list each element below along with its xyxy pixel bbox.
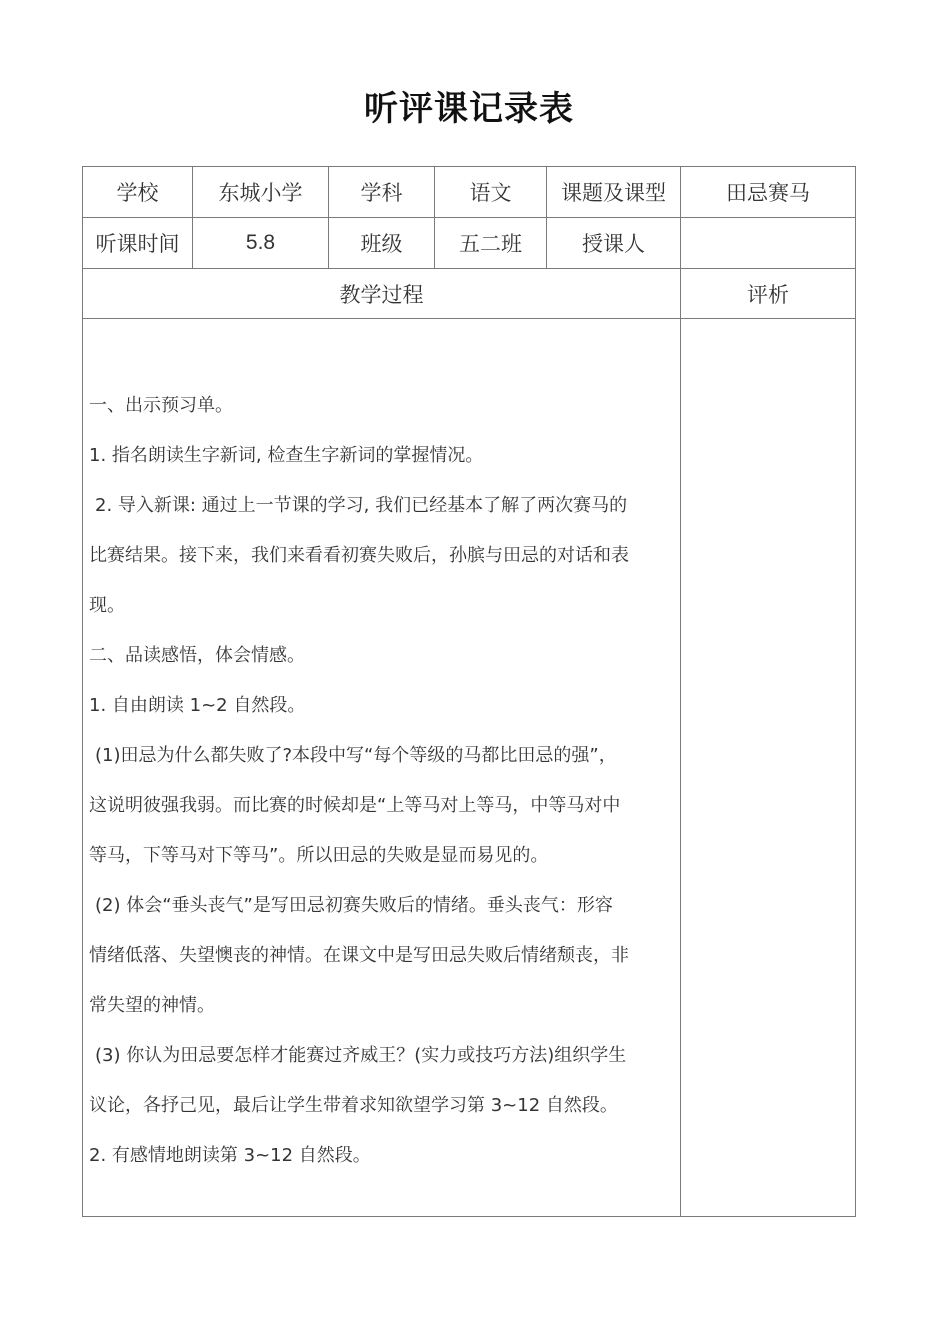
process-line: (2) 体会“垂头丧气”是写田忌初赛失败后的情绪。垂头丧气：形容 bbox=[95, 895, 613, 916]
table-row bbox=[83, 218, 856, 269]
process-text bbox=[83, 319, 680, 1181]
process-line: 现。 bbox=[89, 595, 125, 616]
process-line: 情绪低落、失望懊丧的神情。在课文中是写田忌失败后情绪颓丧，非 bbox=[89, 945, 629, 966]
process-content-cell bbox=[83, 319, 681, 1217]
process-line: (3) 你认为田忌要怎样才能赛过齐威王？(实力或技巧方法)组织学生 bbox=[95, 1045, 627, 1066]
process-line: 常失望的神情。 bbox=[89, 995, 215, 1016]
time-label: 听课时间 bbox=[83, 218, 193, 269]
topic-value: 田忌赛马 bbox=[681, 167, 856, 218]
table-row bbox=[83, 269, 856, 319]
review-header: 评析 bbox=[681, 269, 856, 319]
page-title: 听评课记录表 bbox=[364, 89, 574, 129]
process-header: 教学过程 bbox=[83, 269, 681, 319]
school-label: 学校 bbox=[83, 167, 193, 218]
process-line: 1. 指名朗读生字新词, 检查生字新词的掌握情况。 bbox=[89, 445, 484, 466]
process-line: (1)田忌为什么都失败了?本段中写“每个等级的马都比田忌的强”， bbox=[95, 745, 617, 766]
process-line: 1. 自由朗读 1~2 自然段。 bbox=[89, 695, 306, 716]
class-label: 班级 bbox=[329, 218, 435, 269]
process-line: 2. 有感情地朗读第 3~12 自然段。 bbox=[89, 1145, 371, 1166]
process-line: 二、品读感悟，体会情感。 bbox=[89, 645, 305, 666]
process-line: 比赛结果。接下来，我们来看看初赛失败后，孙膑与田忌的对话和表 bbox=[89, 545, 629, 566]
table-row bbox=[83, 319, 856, 1217]
lesson-record-table bbox=[82, 166, 856, 1217]
time-value: 5.8 bbox=[193, 218, 329, 269]
process-line: 这说明彼强我弱。而比赛的时候却是“上等马对上等马，中等马对中 bbox=[89, 795, 621, 816]
review-content-cell bbox=[681, 319, 856, 1217]
topic-label: 课题及课型 bbox=[547, 167, 681, 218]
class-value: 五二班 bbox=[435, 218, 547, 269]
school-value: 东城小学 bbox=[193, 167, 329, 218]
process-line: 议论，各抒己见，最后让学生带着求知欲望学习第 3~12 自然段。 bbox=[89, 1095, 618, 1116]
table-row bbox=[83, 167, 856, 218]
process-line: 2. 导入新课: 通过上一节课的学习, 我们已经基本了解了两次赛马的 bbox=[95, 495, 628, 516]
subject-value: 语文 bbox=[435, 167, 547, 218]
teacher-value bbox=[681, 218, 856, 269]
process-line: 一、出示预习单。 bbox=[89, 395, 233, 416]
process-line: 等马，下等马对下等马”。所以田忌的失败是显而易见的。 bbox=[89, 845, 549, 866]
teacher-label: 授课人 bbox=[547, 218, 681, 269]
subject-label: 学科 bbox=[329, 167, 435, 218]
